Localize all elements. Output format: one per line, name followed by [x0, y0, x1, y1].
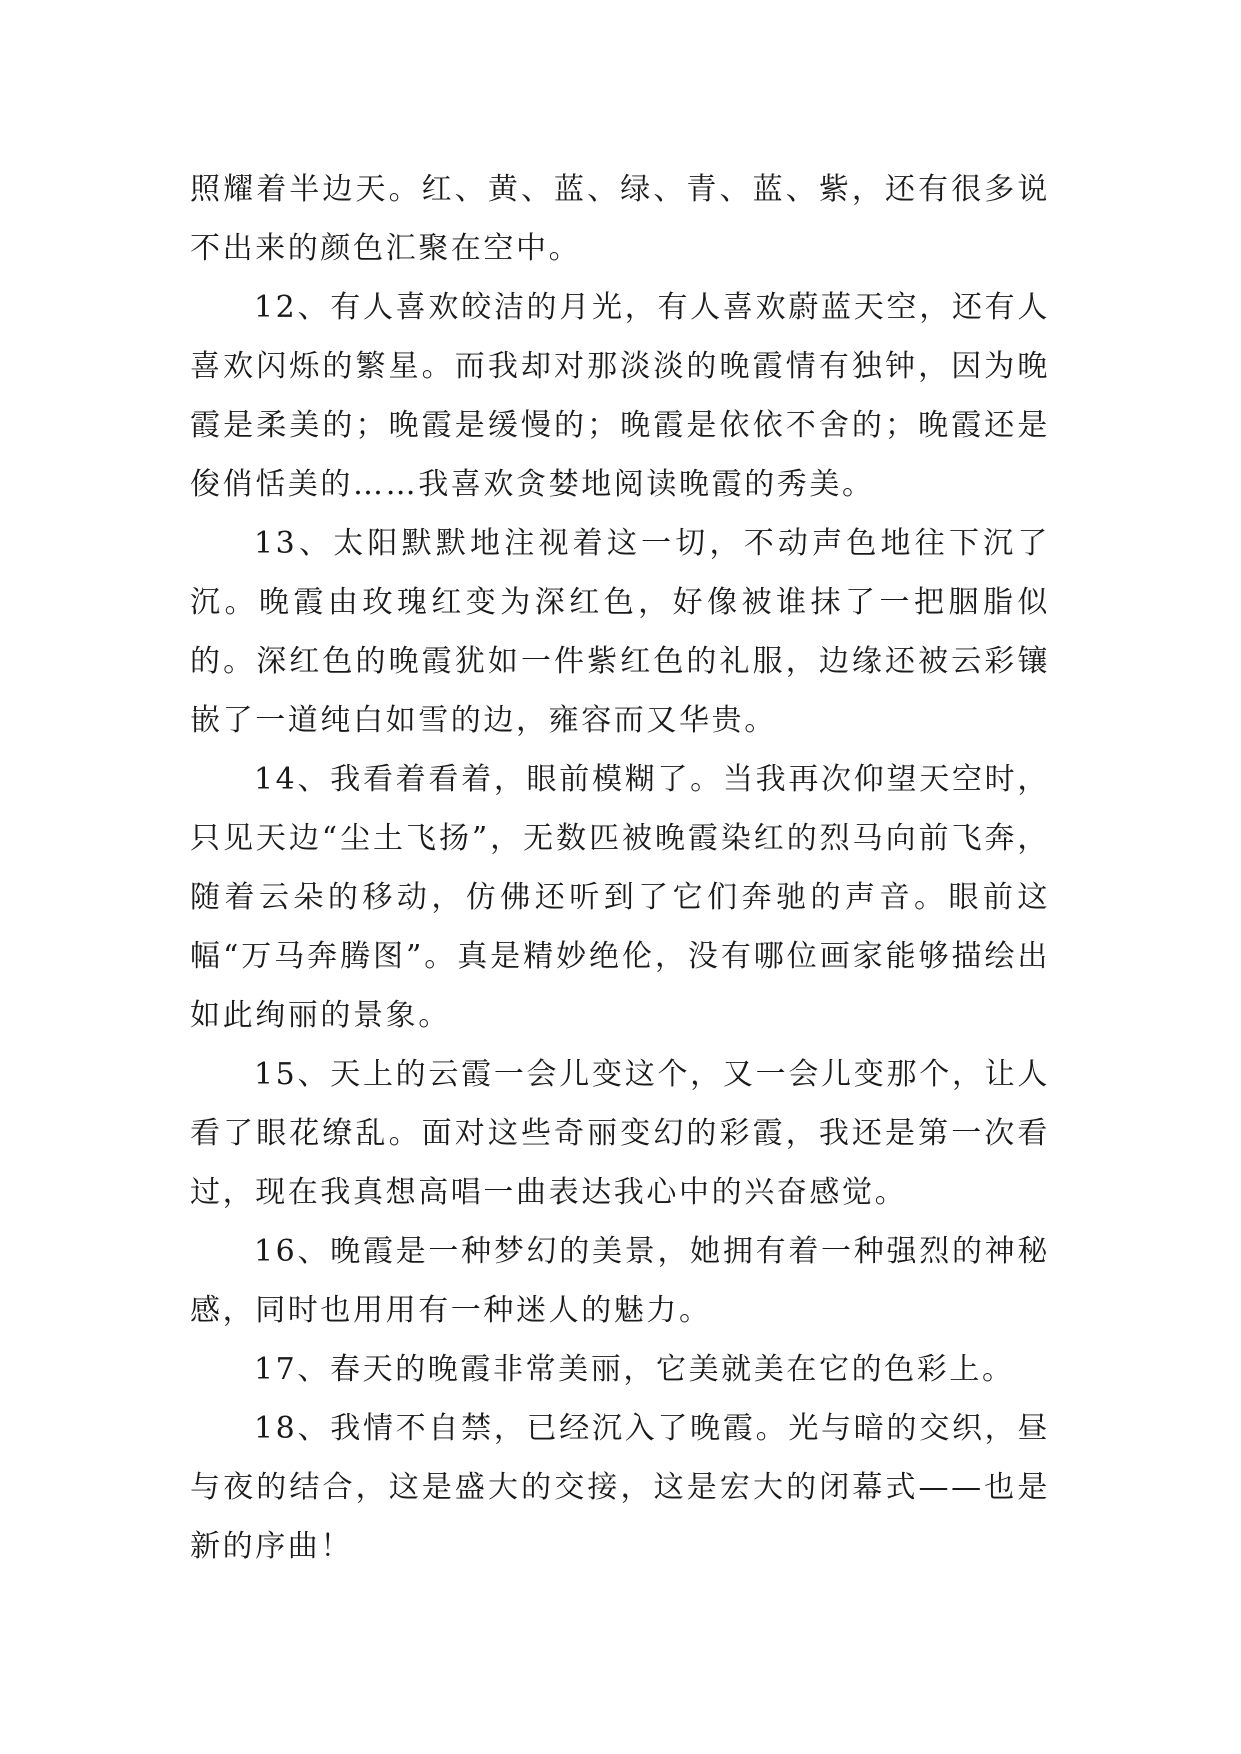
- paragraph-16: 16、晚霞是一种梦幻的美景，她拥有着一种强烈的神秘感，同时也用用有一种迷人的魅力。: [190, 1234, 1050, 1328]
- paragraph-17: 17、春天的晚霞非常美丽，它美就美在它的色彩上。: [254, 1352, 1015, 1387]
- paragraph-15: 15、天上的云霞一会儿变这个，又一会儿变那个，让人看了眼花缭乱。面对这些奇丽变幻的彩霞，我还是第一次看过，现在我真想高唱一曲表达我心中的兴奋感觉。: [190, 1057, 1050, 1210]
- paragraph-12: 12、有人喜欢皎洁的月光，有人喜欢蔚蓝天空，还有人喜欢闪烁的繁星。而我却对那淡淡的晚霞情有独钟，因为晚霞是柔美的；晚霞是缓慢的；晚霞是依依不舍的；晚霞还是俊俏恬美的……我喜欢贪婪地阅读晚霞的秀美。: [190, 290, 1050, 502]
- paragraph-18: 18、我情不自禁，已经沉入了晚霞。光与暗的交织，昼与夜的结合，这是盛大的交接，这是宏大的闭幕式——也是新的序曲！: [190, 1411, 1050, 1564]
- document-body: [190, 160, 1050, 1576]
- paragraph-continuation: 照耀着半边天。红、黄、蓝、绿、青、蓝、紫，还有很多说不出来的颜色汇聚在空中。: [190, 172, 1050, 266]
- paragraph-14: 14、我看着看着，眼前模糊了。当我再次仰望天空时，只见天边“尘土飞扬”，无数匹被晚霞染红的烈马向前飞奔，随着云朵的移动，仿佛还听到了它们奔驰的声音。眼前这幅“万马奔腾图”。真是精妙绝伦，没有哪位画家能够描绘出如此绚丽的景象。: [190, 762, 1050, 1033]
- paragraph-13: 13、太阳默默地注视着这一切，不动声色地往下沉了沉。晚霞由玫瑰红变为深红色，好像被谁抹了一把胭脂似的。深红色的晚霞犹如一件紫红色的礼服，边缘还被云彩镶嵌了一道纯白如雪的边，雍容而又华贵。: [190, 526, 1050, 738]
